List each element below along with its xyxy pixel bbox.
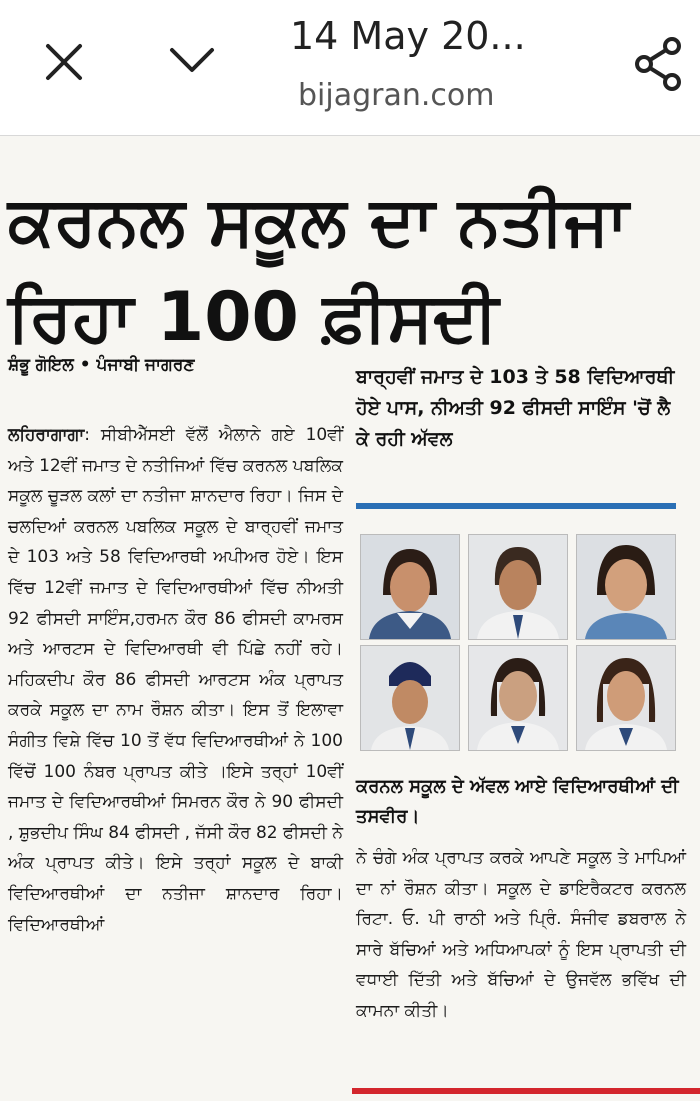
share-icon[interactable]: [632, 36, 684, 96]
student-photo: [576, 534, 676, 640]
body-text-left: : ਸੀਬੀਐੱਸਈ ਵੱਲੋਂ ਐਲਾਨੇ ਗਏ 10ਵੀਂ ਅਤੇ 12ਵੀਂ ਜਮਾਤ ਦੇ ਨਤੀਜਿਆਂ ਵਿੱਚ ਕਰਨਲ ਪਬਲਿਕ ਸਕੂਲ ਚੂੜਲ ਕਲਾਂ ਦਾ ਨਤੀਜਾ ਸ਼ਾਨਦਾਰ ਰਿਹਾ। ਜਿਸ ਦੇ ਚਲਦਿਆਂ ਕਰਨਲ ਪਬਲਿਕ ਸਕੂਲ ਦੇ ਬਾਰ੍ਹਵੀਂ ਜਮਾਤ ਦੇ 103 ਅਤੇ 58 ਵਿਦਿਆਰਥੀ ਅਪੀਅਰ ਹੋਏ। ਇਸ ਵਿੱਚ 12ਵੀਂ ਜਮਾਤ ਦੇ ਵਿਦਿਆਰਥੀਆਂ ਵਿੱਚ ਨੀਅਤੀ 92 ਫੀਸਦੀ ਸਾਇੰਸ,ਹਰਮਨ ਕੌਰ 86 ਫੀਸਦੀ ਕਾਮਰਸ ਅਤੇ ਆਰਟਸ ਦੇ ਵਿਦਿਆਰਥੀ ਵੀ ਪਿੱਛੇ ਨਹੀਂ ਰਹੇ। ਮਹਿਕਦੀਪ ਕੌਰ 86 ਫੀਸਦੀ ਆਰਟਸ ਅੰਕ ਪ੍ਰਾਪਤ ਕਰਕੇ ਸਕੂਲ ਦਾ ਨਾਮ ਰੌਸ਼ਨ ਕੀਤਾ। ਇਸ ਤੋਂ ਇਲਾਵਾ ਸੰਗੀਤ ਵਿਸ਼ੇ ਵਿੱਚ 10 ਤੋਂ ਵੱਧ ਵਿਦਿਆਰਥੀਆਂ ਨੇ 100 ਵਿੱਚੋਂ 100 ਨੰਬਰ ਪ੍ਰਾਪਤ ਕੀਤੇ ।ਇਸੇ ਤਰ੍ਹਾਂ 10ਵੀਂ ਜਮਾਤ ਦੇ ਵਿਦਿਆਰਥੀਆਂ ਸਿਮਰਨ ਕੌਰ ਨੇ 90 ਫੀਸਦੀ , ਸ਼ੁਭਦੀਪ ਸਿੰਘ 84 ਫੀਸਦੀ , ਜੱਸੀ ਕੌਰ 82 ਫੀਸਦੀ ਨੇ ਅੰਕ ਪ੍ਰਾਪਤ ਕੀਤੇ। ਇਸੇ ਤਰ੍ਹਾਂ ਸਕੂਲ ਦੇ ਬਾਕੀ ਵਿਦਿਆਰਥੀਆਂ ਦਾ ਨਤੀਜਾ ਸ਼ਾਨਦਾਰ ਰਿਹਾ। ਵਿਦਿਆਰਥੀਆਂ: [8, 425, 343, 935]
byline-author: ਸ਼ੰਭੂ ਗੋਇਲ: [8, 355, 74, 375]
student-photo: [360, 534, 460, 640]
byline-source: ਪੰਜਾਬੀ ਜਾਗਰਣ: [96, 355, 195, 375]
close-icon[interactable]: [44, 42, 84, 86]
article-byline: [8, 355, 194, 375]
browser-top-bar: [0, 0, 700, 136]
article-body-right: ਨੇ ਚੰਗੇ ਅੰਕ ਪ੍ਰਾਪਤ ਕਰਕੇ ਆਪਣੇ ਸਕੂਲ ਤੇ ਮਾਪਿਆਂ ਦਾ ਨਾਂ ਰੌਸ਼ਨ ਕੀਤਾ। ਸਕੂਲ ਦੇ ਡਾਇਰੈਕਟਰ ਕਰਨਲ ਰਿਟਾ. ਓ. ਪੀ ਰਾਠੀ ਅਤੇ ਪ੍ਰਿੰ. ਸੰਜੀਵ ਡਬਰਾਲ ਨੇ ਸਾਰੇ ਬੱਚਿਆਂ ਅਤੇ ਅਧਿਆਪਕਾਂ ਨੂੰ ਇਸ ਪ੍ਰਾਪਤੀ ਦੀ ਵਧਾਈ ਦਿੱਤੀ ਅਤੇ ਬੱਚਿਆਂ ਦੇ ਉਜਵੱਲ ਭਵਿੱਖ ਦੀ ਕਾਮਨਾ ਕੀਤੀ।: [356, 848, 686, 1021]
article-subheadline: ਬਾਰ੍ਹਵੀਂ ਜਮਾਤ ਦੇ 103 ਤੇ 58 ਵਿਦਿਆਰਥੀ ਹੋਏ ਪਾਸ, ਨੀਅਤੀ 92 ਫੀਸਦੀ ਸਾਇੰਸ 'ਚੋਂ ਲੈ ਕੇ ਰਹੀ ਅੱਵਲ: [356, 366, 675, 450]
student-photo: [468, 534, 568, 640]
chevron-down-icon[interactable]: [168, 44, 216, 80]
article-body-left: [8, 420, 343, 940]
photo-caption: ਕਰਨਲ ਸਕੂਲ ਦੇ ਅੱਵਲ ਆਏ ਵਿਦਿਆਰਥੀਆਂ ਦੀ ਤਸਵੀਰ।: [356, 776, 679, 827]
student-photo: [360, 645, 460, 751]
student-photo: [468, 645, 568, 751]
bullet: •: [79, 355, 97, 375]
student-photo: [576, 645, 676, 751]
article-headline: ਕਰਨਲ ਸਕੂਲ ਦਾ ਨਤੀਜਾ ਰਿਹਾ 100 ਫ਼ੀਸਦੀ: [8, 182, 629, 357]
page-title: 14 May 20...: [290, 14, 526, 58]
divider: [352, 1088, 700, 1094]
page-url: bijagran.com: [298, 78, 495, 113]
dateline-place: ਲਹਿਰਾਗਾਗਾ: [8, 425, 85, 445]
divider: [356, 503, 676, 509]
